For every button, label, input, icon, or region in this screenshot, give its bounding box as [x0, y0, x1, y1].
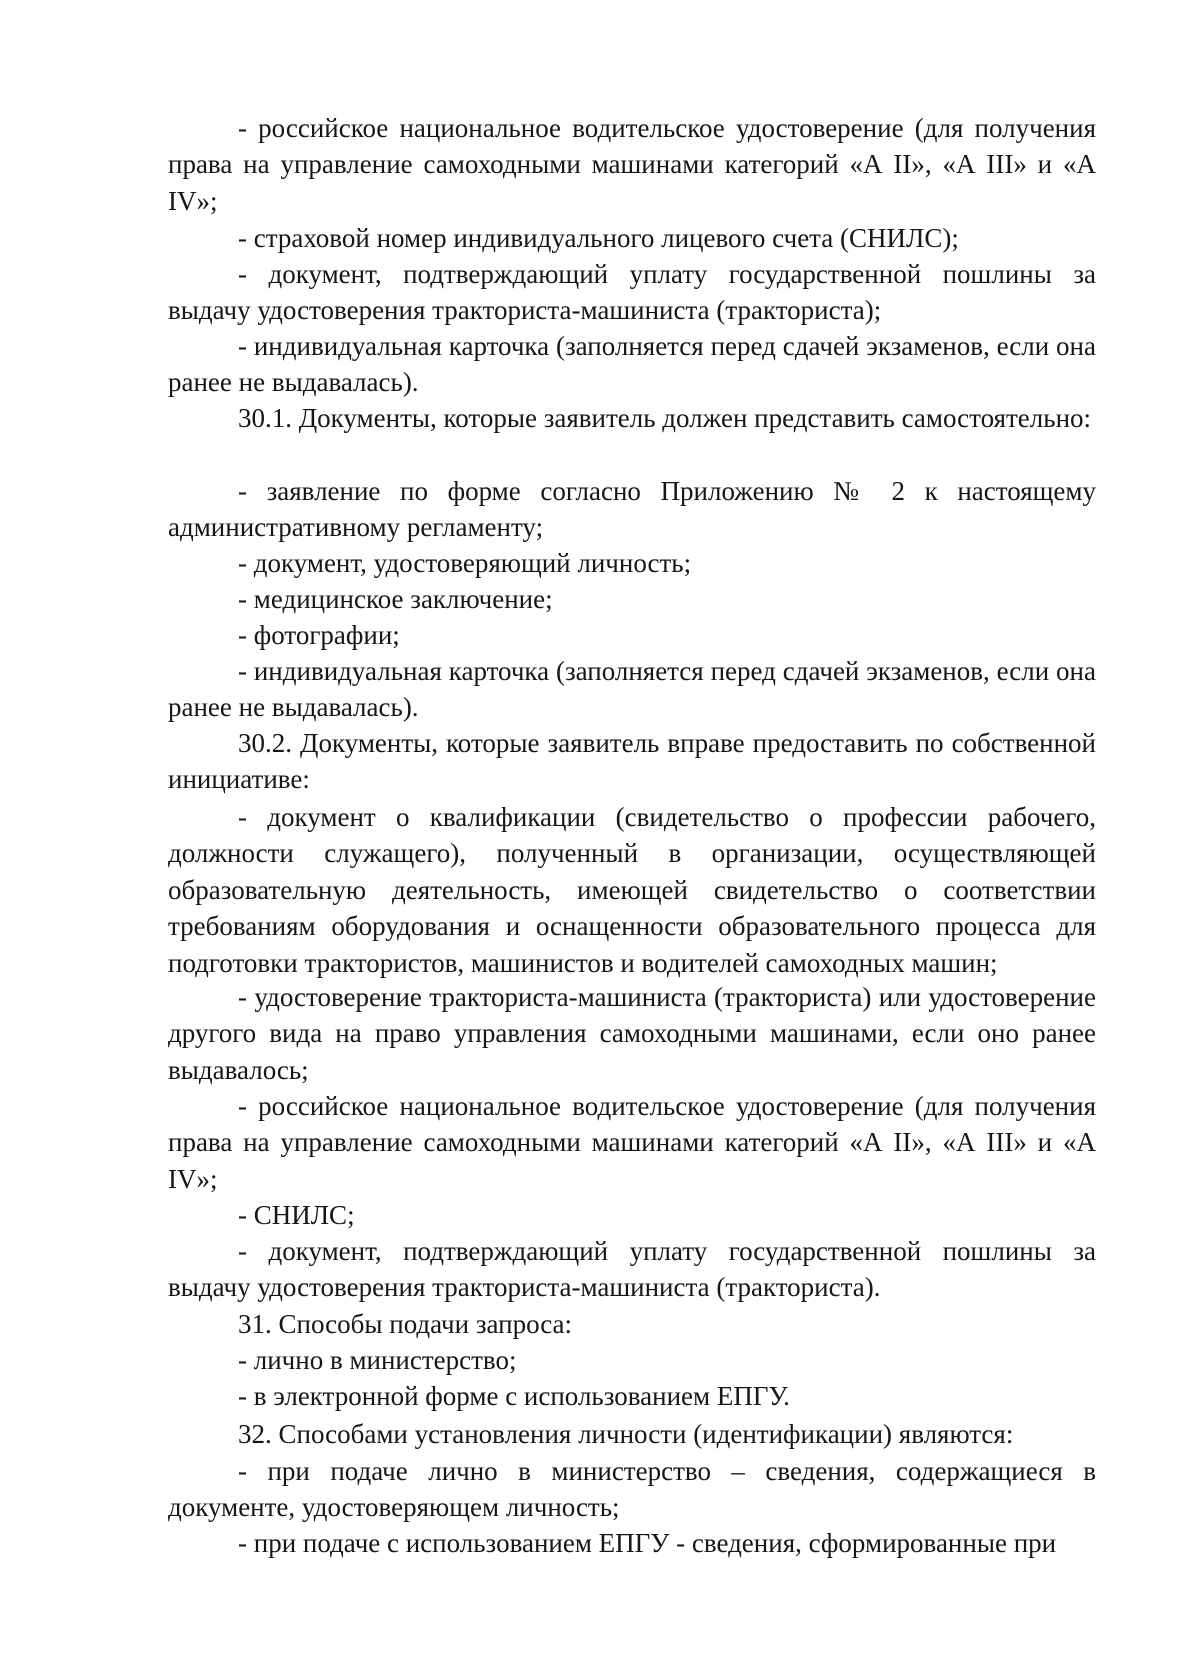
paragraph-31-heading: 31. Способы подачи запроса: — [238, 1309, 573, 1339]
paragraph-license-1: - российское национальное водительское удостоверение (для получения права на управление самоходными машинами категорий «А II», «А III» и «А IV»; — [168, 113, 1096, 216]
paragraph-identity-doc: - документ, удостоверяющий личность; — [238, 548, 692, 578]
paragraph-tractor-license: - удостоверение тракториста-машиниста (тракториста) или удостоверение другого вида на право управления самоходными машинами, если оно ранее выдавалось; — [168, 982, 1096, 1085]
paragraph-id-epgu: - при подаче с использованием ЕПГУ - сведения, сформированные при — [238, 1528, 1057, 1558]
paragraph-fee-1: - документ, подтверждающий уплату государственной пошлины за выдачу удостоверения тракториста-машиниста (тракториста); — [168, 259, 1096, 326]
paragraph-application: - заявление по форме согласно Приложению № 2 к настоящему административному регламенту; — [168, 476, 1096, 543]
paragraph-qualification: - документ о квалификации (свидетельство о профессии рабочего, должности служащего), полученный в организации, осуществляющей образовательную деятельность, имеющей свидетельство о соответствии требованиям оборудования и оснащенности образовательного процесса для подготовки трактористов, машинистов и водителей самоходных машин; — [168, 802, 1096, 978]
paragraph-medical: - медицинское заключение; — [238, 584, 553, 614]
paragraph-id-in-person: - при подаче лично в министерство – сведения, содержащиеся в документе, удостоверяющем личность; — [168, 1456, 1096, 1523]
paragraph-in-person: - лично в министерство; — [238, 1345, 517, 1375]
paragraph-photos: - фотографии; — [238, 620, 400, 650]
paragraph-card-1: - индивидуальная карточка (заполняется перед сдачей экзаменов, если она ранее не выдавалась). — [168, 331, 1096, 398]
paragraph-card-2: - индивидуальная карточка (заполняется перед сдачей экзаменов, если она ранее не выдавалась). — [168, 656, 1096, 723]
paragraph-electronic: - в электронной форме с использованием ЕПГУ. — [238, 1381, 790, 1411]
paragraph-snils-2: - СНИЛС; — [238, 1200, 355, 1230]
paragraph-fee-2: - документ, подтверждающий уплату государственной пошлины за выдачу удостоверения тракториста-машиниста (тракториста). — [168, 1236, 1096, 1303]
paragraph-snils-1: - страховой номер индивидуального лицевого счета (СНИЛС); — [238, 223, 959, 253]
paragraph-30-1-heading: 30.1. Документы, которые заявитель должен представить самостоятельно: — [238, 403, 1092, 433]
paragraph-30-2-heading: 30.2. Документы, которые заявитель вправе предоставить по собственной инициативе: — [168, 728, 1096, 795]
paragraph-32-heading: 32. Способами установления личности (идентификации) являются: — [238, 1419, 1014, 1449]
paragraph-license-2: - российское национальное водительское удостоверение (для получения права на управление самоходными машинами категорий «А II», «А III» и «А IV»; — [168, 1091, 1096, 1194]
